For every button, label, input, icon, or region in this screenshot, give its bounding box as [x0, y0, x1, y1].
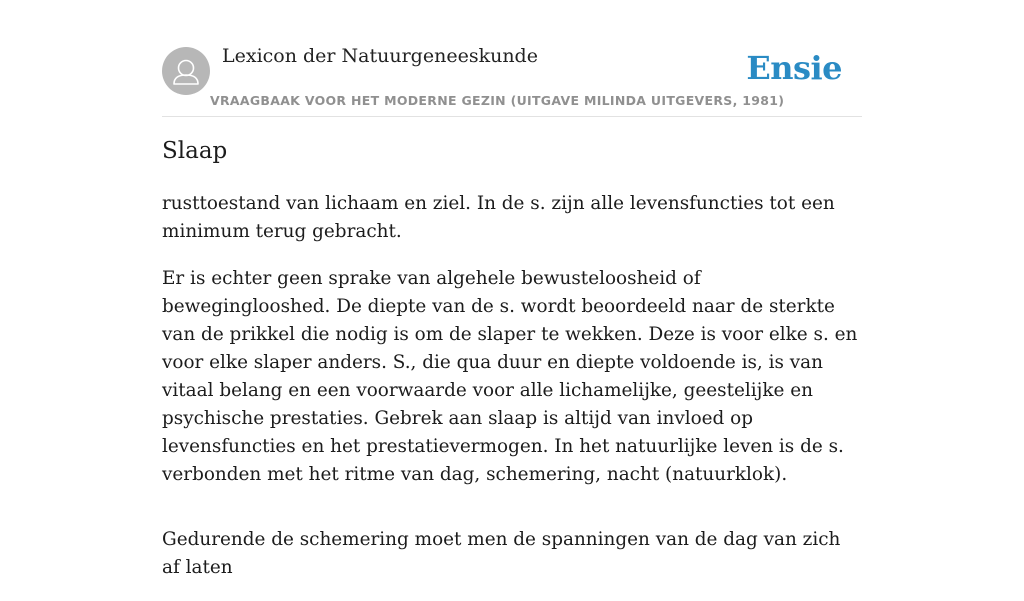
ensie-logo-link[interactable]: Ensie: [746, 49, 842, 87]
source-header: [162, 0, 862, 117]
source-title[interactable]: Lexicon der Natuurgeneeskunde: [222, 45, 538, 67]
entry-title: Slaap: [162, 138, 228, 164]
entry-paragraph: rusttoestand van lichaam en ziel. In de s. zijn alle levensfuncties tot een minimum terug gebracht.: [162, 193, 835, 242]
entry-paragraph: Gedurende de schemering moet men de spanningen van de dag van zich af laten: [162, 529, 841, 578]
page-container: [162, 0, 862, 578]
user-icon: [162, 47, 210, 95]
entry-body: [162, 190, 862, 601]
avatar[interactable]: [162, 47, 210, 95]
entry-paragraph: Er is echter geen sprake van algehele bewusteloosheid of beweginglooshed. De diepte van de s. wordt beoordeeld naar de sterkte van de prikkel die nodig is om de slaper te wekken. Deze is voor elke s. en voor elke slaper anders. S., die qua duur en diepte voldoende is, is van vitaal belang en een voorwaarde voor alle lichamelijke, geestelijke en psychische prestaties. Gebrek aan slaap is altijd van invloed op levensfuncties en het prestatievermogen. In het natuurlijke leven is de s. verbonden met het ritme van dag, schemering, nacht (natuurklok).: [162, 268, 858, 485]
source-subtitle: VRAAGBAAK VOOR HET MODERNE GEZIN (UITGAVE MILINDA UITGEVERS, 1981): [210, 93, 785, 108]
